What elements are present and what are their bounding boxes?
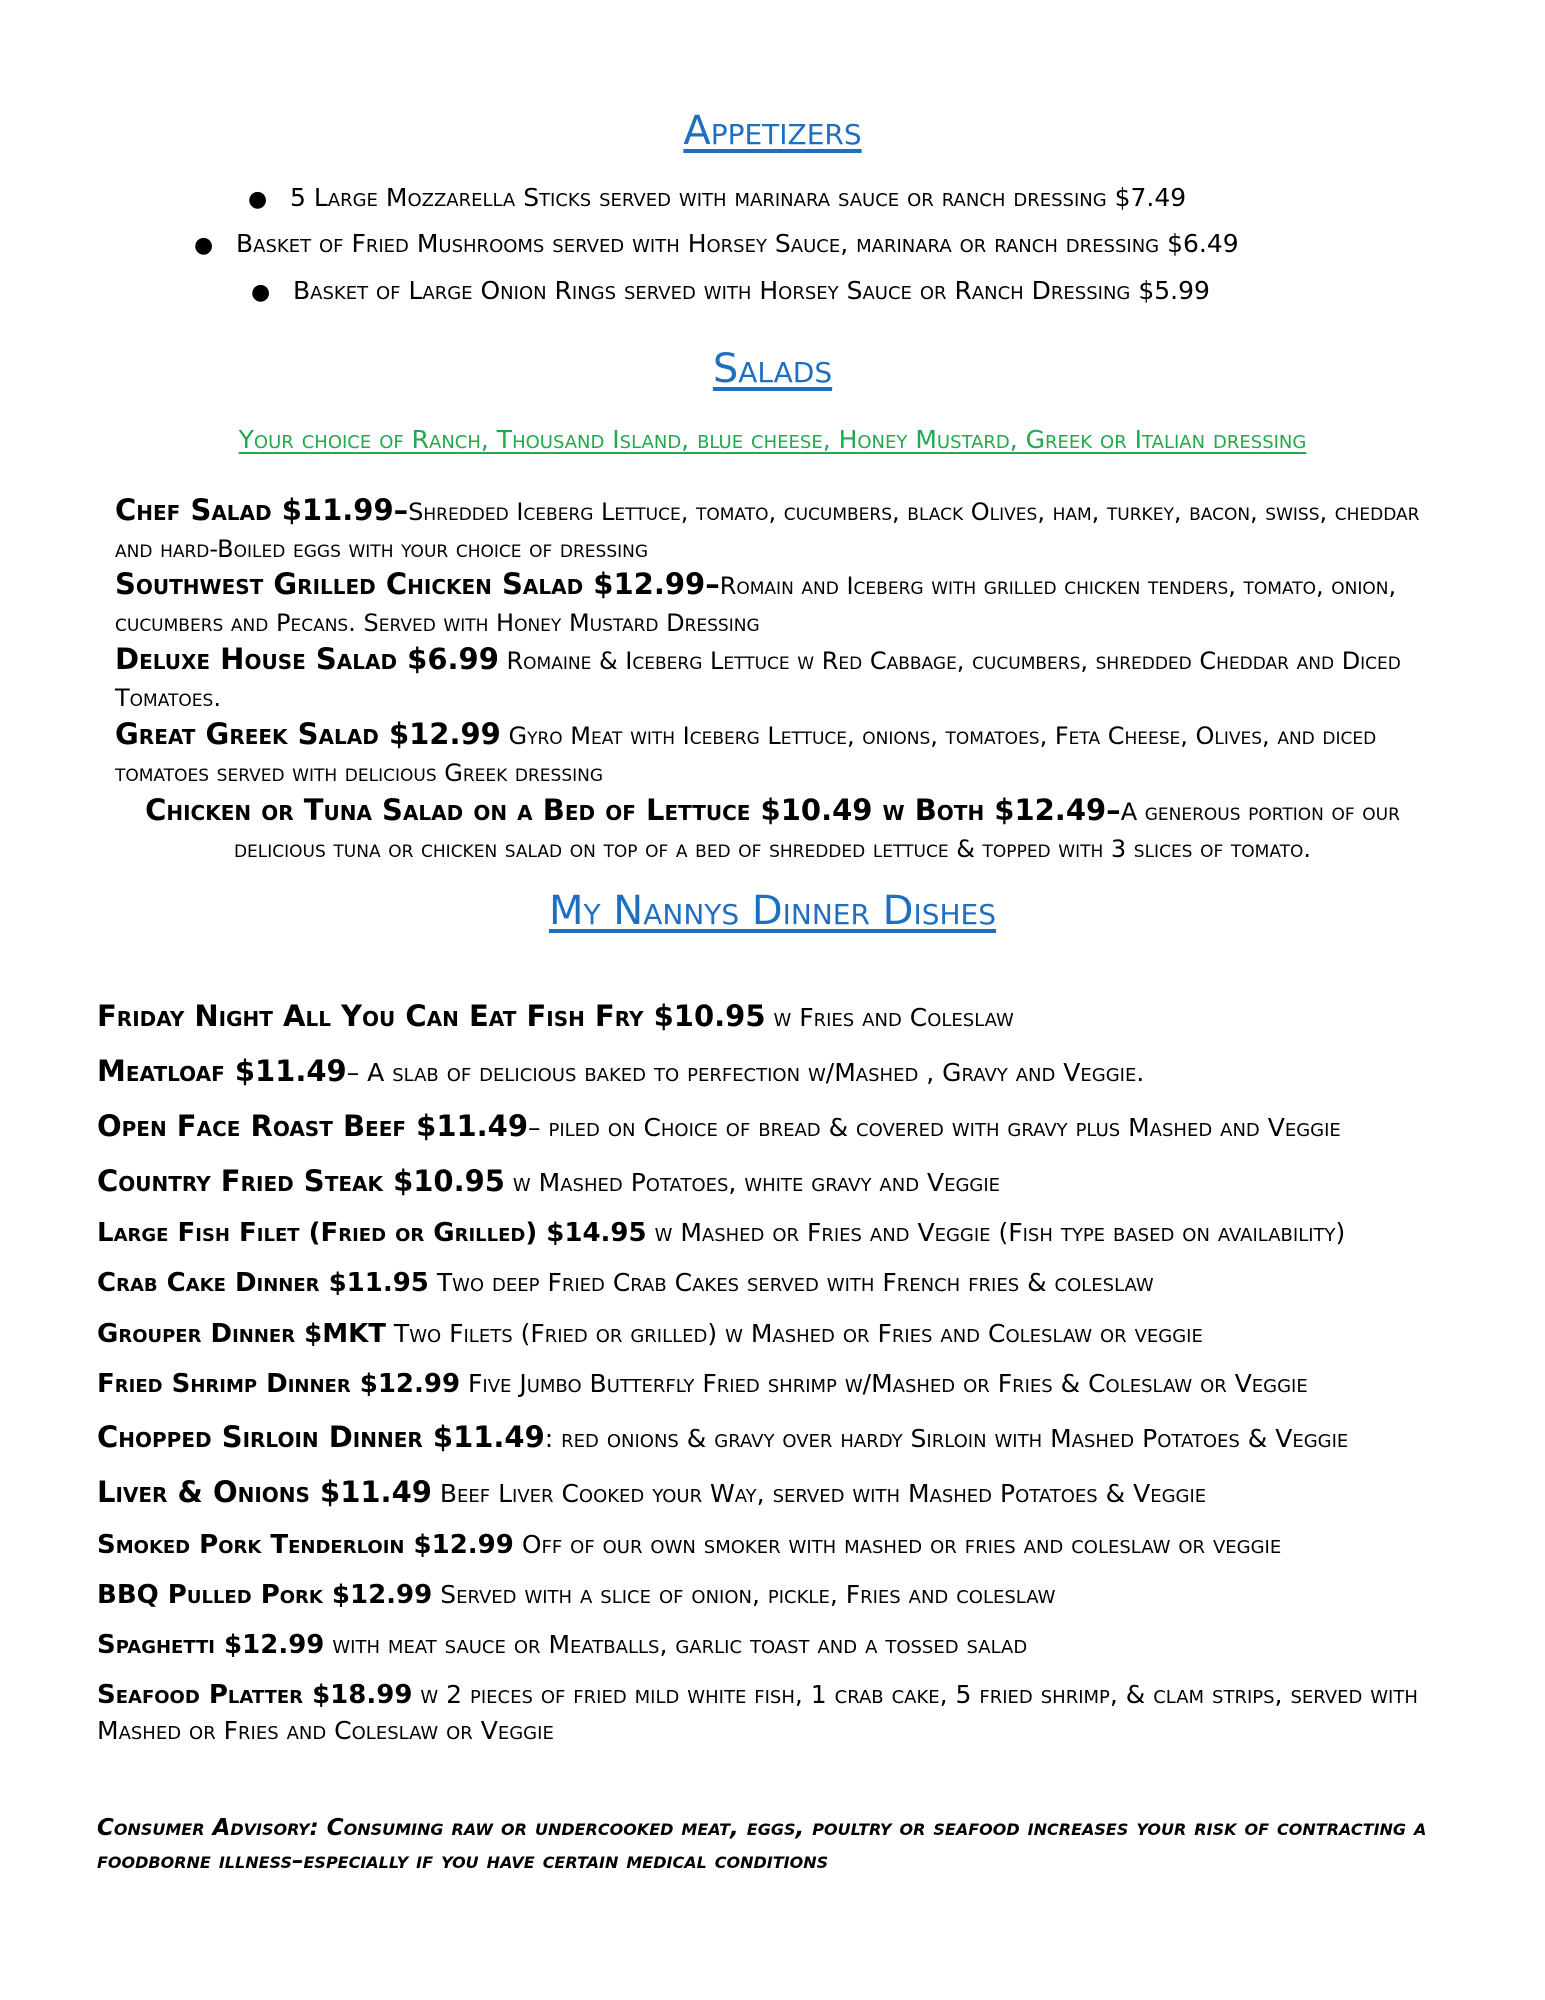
dinner-item: [97, 1215, 1457, 1251]
appetizer-item: [194, 229, 1239, 258]
dinner-desc: w Fries and Coleslaw: [765, 1003, 1014, 1032]
dinner-title: Chopped Sirloin Dinner $11.49: [97, 1420, 545, 1454]
dinner-item: [97, 1474, 1457, 1512]
dinner-item: [97, 1163, 1457, 1201]
dinner-title: Country Fried Steak $10.95: [97, 1164, 505, 1198]
appetizer-text: 5 Large Mozzarella Sticks served with marinara sauce or ranch dressing $7.49: [290, 183, 1187, 212]
dinner-item: [97, 1366, 1457, 1402]
dinner-desc: – piled on Choice of bread & covered with gravy plus Mashed and Veggie: [528, 1113, 1341, 1142]
dinner-title: Crab Cake Dinner $11.95: [97, 1268, 429, 1298]
dinner-title: Liver & Onions $11.49: [97, 1475, 432, 1509]
salad-desc: Gyro Meat with Iceberg Lettuce, onions, tomatoes, Feta Cheese, Olives, and diced tomatoes served with delicious Greek dressing: [115, 722, 1377, 787]
dinner-item: [97, 1265, 1457, 1301]
salads-subtitle: Your choice of Ranch, Thousand Island, blue cheese, Honey Mustard, Greek or Italian dressing: [238, 425, 1307, 454]
dinner-title: Seafood Platter $18.99: [97, 1680, 413, 1710]
appetizer-text: Basket of Large Onion Rings served with Horsey Sauce or Ranch Dressing $5.99: [293, 276, 1210, 305]
salad-item: [115, 716, 1445, 792]
dinner-desc: Five Jumbo Butterfly Fried shrimp w/Mashed or Fries & Coleslaw or Veggie: [460, 1369, 1308, 1398]
dinner-item: [97, 1108, 1457, 1146]
salad-title: Chicken or Tuna Salad on a Bed of Lettuce $10.49 w Both $12.49–: [145, 793, 1121, 827]
salad-item: [115, 641, 1445, 717]
dinner-item: [97, 1419, 1457, 1457]
dinner-title: Friday Night All You Can Eat Fish Fry $10.95: [97, 999, 766, 1033]
salad-title: Great Greek Salad $12.99: [115, 717, 501, 751]
dinner-item: [97, 998, 1457, 1036]
dinner-desc: with meat sauce or Meatballs, garlic toast and a tossed salad: [324, 1630, 1028, 1659]
salad-item: [115, 566, 1445, 642]
salad-desc: A generous portion of our delicious tuna or chicken salad on top of a bed of shredded lettuce & topped with 3 slices of tomato.: [233, 798, 1400, 863]
dinner-title: Spaghetti $12.99: [97, 1630, 325, 1660]
salad-desc: Romaine & Iceberg Lettuce w Red Cabbage, cucumbers, shredded Cheddar and Diced Tomatoes.: [115, 647, 1401, 712]
dinner-desc: Served with a slice of onion, pickle, Fries and coleslaw: [432, 1580, 1056, 1609]
dinner-desc: Beef Liver Cooked your Way, served with Mashed Potatoes & Veggie: [431, 1479, 1207, 1508]
dinner-desc: Off of our own smoker with mashed or fries and coleslaw or veggie: [513, 1530, 1282, 1559]
consumer-advisory: Consumer Advisory: Consuming raw or undercooked meat, eggs, poultry or seafood increases your risk of contracting a foodborne illness–especially if you have certain medical conditions: [97, 1815, 1427, 1874]
appetizer-item: [248, 183, 1187, 212]
bullet-icon: ●: [251, 280, 271, 305]
dinner-desc: w Mashed or Fries and Veggie (Fish type based on availability): [646, 1218, 1346, 1247]
dinner-desc: – A slab of delicious baked to perfection w/Mashed , Gravy and Veggie.: [346, 1058, 1145, 1087]
dinner-desc: w Mashed Potatoes, white gravy and Veggie: [504, 1168, 1001, 1197]
dinner-item: [97, 1577, 1457, 1613]
dinner-title: Large Fish Filet (Fried or Grilled) $14.95: [97, 1218, 647, 1248]
appetizer-item: [251, 276, 1210, 305]
dinner-item: [97, 1677, 1457, 1749]
dinner-desc: Two Filets (Fried or grilled) w Mashed or Fries and Coleslaw or veggie: [385, 1319, 1203, 1348]
dinner-desc: w 2 pieces of fried mild white fish, 1 crab cake, 5 fried shrimp, & clam strips, served with Mashed or Fries and Coleslaw or Veggie: [97, 1680, 1418, 1745]
appetizers-heading: Appetizers: [683, 108, 862, 154]
bullet-icon: ●: [248, 187, 268, 212]
dinner-item: [97, 1527, 1457, 1563]
salad-desc: Romain and Iceberg with grilled chicken tenders, tomato, onion, cucumbers and Pecans. Served with Honey Mustard Dressing: [115, 572, 1397, 637]
dinner-title: Fried Shrimp Dinner $12.99: [97, 1369, 461, 1399]
dinner-title: Meatloaf $11.49: [97, 1054, 347, 1088]
salad-desc: Shredded Iceberg Lettuce, tomato, cucumbers, black Olives, ham, turkey, bacon, swiss, cheddar and hard-Boiled eggs with your choice of dressing: [115, 498, 1420, 563]
dinner-heading: My Nannys Dinner Dishes: [548, 888, 997, 934]
salad-title: Chef Salad $11.99–: [115, 493, 409, 527]
dinner-title: Smoked Pork Tenderloin $12.99: [97, 1530, 514, 1560]
salad-item: [100, 792, 1445, 868]
dinner-desc: Two deep Fried Crab Cakes served with French fries & coleslaw: [428, 1268, 1154, 1297]
appetizer-text: Basket of Fried Mushrooms served with Horsey Sauce, marinara or ranch dressing $6.49: [236, 229, 1239, 258]
salad-title: Deluxe House Salad $6.99: [115, 642, 499, 676]
dinner-title: Grouper Dinner $MKT: [97, 1319, 386, 1349]
dinner-title: BBQ Pulled Pork $12.99: [97, 1580, 433, 1610]
dinner-desc: : red onions & gravy over hardy Sirloin with Mashed Potatoes & Veggie: [544, 1424, 1349, 1453]
salads-heading: Salads: [712, 346, 833, 392]
dinner-title: Open Face Roast Beef $11.49: [97, 1109, 529, 1143]
dinner-item: [97, 1627, 1457, 1663]
bullet-icon: ●: [194, 233, 214, 258]
salad-item: [115, 492, 1445, 568]
dinner-item: [97, 1053, 1457, 1091]
salad-title: Southwest Grilled Chicken Salad $12.99–: [115, 567, 720, 601]
dinner-item: [97, 1316, 1457, 1352]
